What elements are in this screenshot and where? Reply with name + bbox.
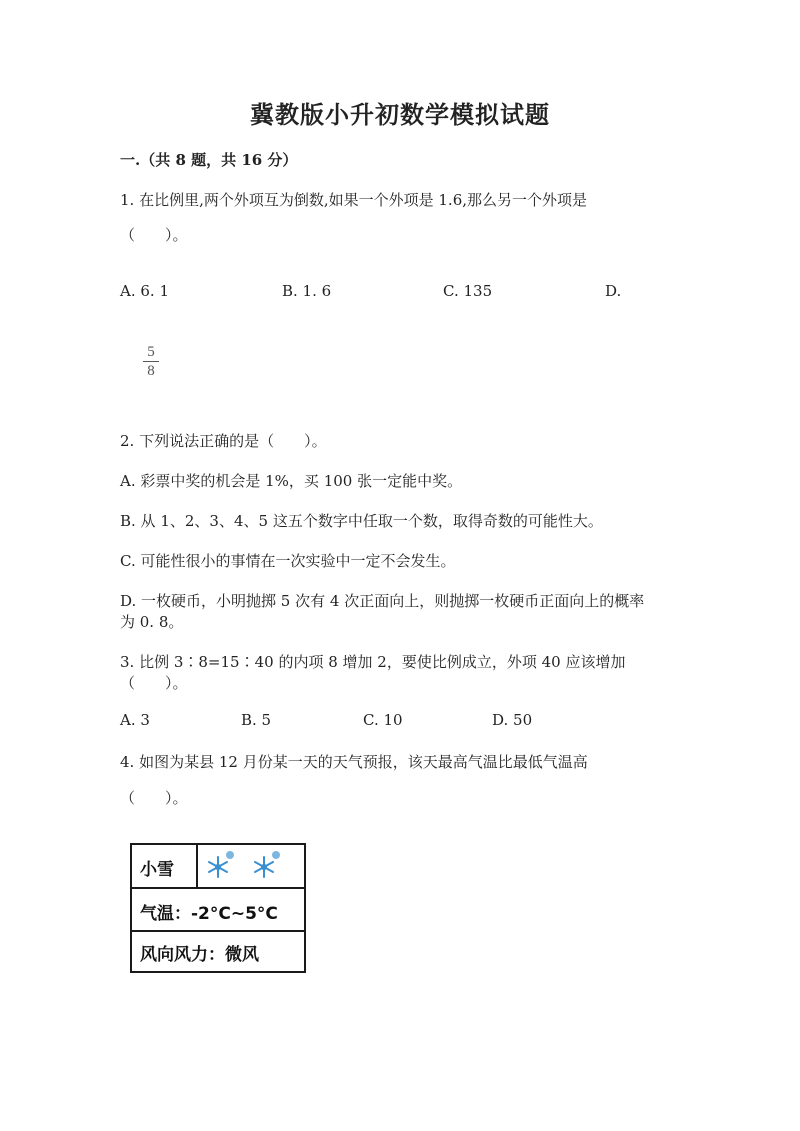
question-2-option-b: B. 从 1、2、3、4、5 这五个数字中任取一个数，取得奇数的可能性大。 bbox=[120, 512, 603, 530]
snowflake-cloud-icon bbox=[204, 849, 236, 881]
page-title: 冀教版小升初数学模拟试题 bbox=[250, 100, 550, 129]
fraction-numerator: 5 bbox=[147, 344, 155, 360]
section-header: 一.（共 8 题，共 16 分） bbox=[120, 151, 298, 169]
question-2-option-d-cont: 为 0. 8。 bbox=[120, 613, 184, 631]
question-1-option-d: D. bbox=[605, 282, 622, 300]
fraction-denominator: 8 bbox=[147, 363, 155, 379]
fraction-bar bbox=[143, 361, 159, 362]
question-3-option-b: B. 5 bbox=[241, 711, 272, 729]
temperature-label: 气温： bbox=[140, 904, 191, 924]
weather-row bbox=[132, 845, 304, 889]
wind-text: 风向风力：微风 bbox=[140, 945, 259, 965]
question-4-blank: （ ）。 bbox=[120, 789, 188, 807]
weather-forecast-card bbox=[130, 843, 306, 973]
fraction-five-eighths bbox=[141, 344, 161, 379]
question-2-option-a: A. 彩票中奖的机会是 1%，买 100 张一定能中奖。 bbox=[120, 472, 463, 490]
question-4-text: 4. 如图为某县 12 月份某一天的天气预报，该天最高气温比最低气温高 bbox=[120, 753, 588, 771]
temperature-row bbox=[132, 889, 304, 932]
question-1-blank: （ ）。 bbox=[120, 226, 188, 244]
question-3-option-c: C. 10 bbox=[363, 711, 403, 729]
question-1-option-b: B. 1. 6 bbox=[282, 282, 332, 300]
question-2-option-d: D. 一枚硬币，小明抛掷 5 次有 4 次正面向上，则抛掷一枚硬币正面向上的概率 bbox=[120, 592, 645, 610]
question-1-text: 1. 在比例里,两个外项互为倒数,如果一个外项是 1.6,那么另一个外项是 bbox=[120, 191, 588, 209]
question-2-option-c: C. 可能性很小的事情在一次实验中一定不会发生。 bbox=[120, 552, 456, 570]
weather-row-divider bbox=[196, 845, 198, 887]
temperature-text bbox=[140, 899, 278, 924]
question-3-text: 3. 比例 3∶8=15∶40 的内项 8 增加 2，要使比例成立，外项 40 应该增加 bbox=[120, 653, 626, 671]
question-3-blank: （ ）。 bbox=[120, 674, 188, 692]
snowflake-cloud-icon bbox=[250, 849, 282, 881]
temperature-value: -2°C~5°C bbox=[191, 904, 278, 924]
question-1-option-c: C. 135 bbox=[443, 282, 493, 300]
weather-condition: 小雪 bbox=[140, 860, 174, 880]
wind-row bbox=[132, 932, 304, 971]
question-2-text: 2. 下列说法正确的是（ ）。 bbox=[120, 432, 327, 450]
question-1-option-a: A. 6. 1 bbox=[120, 282, 169, 300]
question-3-option-a: A. 3 bbox=[120, 711, 150, 729]
question-3-option-d: D. 50 bbox=[492, 711, 533, 729]
